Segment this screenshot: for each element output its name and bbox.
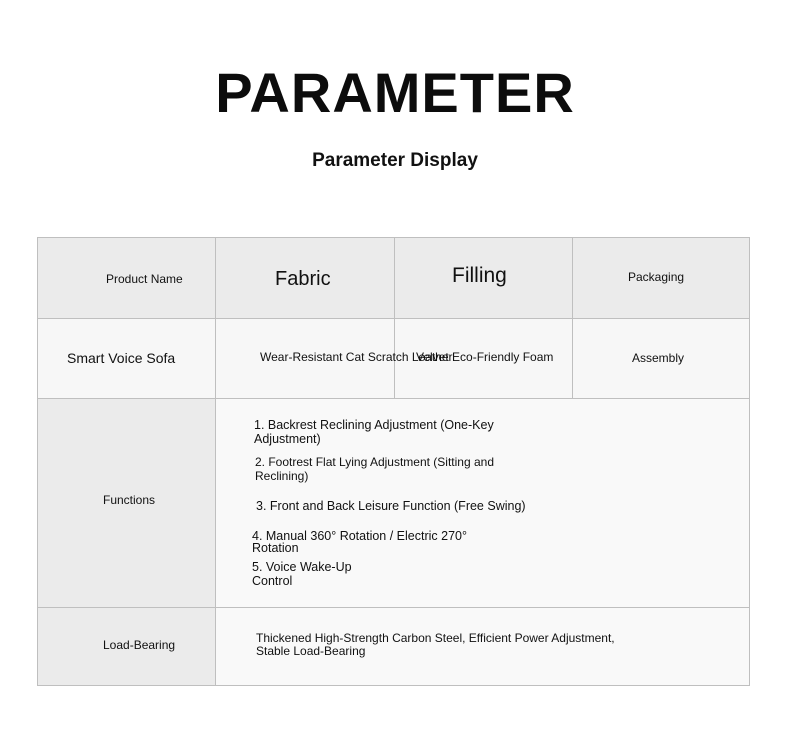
functions-label: Functions (103, 493, 156, 507)
parameter-table (37, 237, 750, 686)
header-filling: Filling (452, 264, 507, 287)
load-bearing-label: Load-Bearing (103, 638, 176, 652)
load-bearing-value: Thickened High-Strength Carbon Steel, Efficient Power Adjustment, Stable Load-Bearing (256, 631, 615, 658)
page-title: PARAMETER (215, 61, 575, 124)
header-product-name: Product Name (106, 272, 183, 286)
row-divider (38, 607, 749, 608)
filling-value: Velvet Eco-Friendly Foam (416, 350, 554, 364)
column-divider (572, 238, 573, 398)
row-divider (38, 398, 749, 399)
packaging-value: Assembly (632, 351, 685, 365)
function-item: 3. Front and Back Leisure Function (Free Swing) (256, 499, 526, 513)
page-subtitle: Parameter Display (312, 150, 478, 171)
column-divider (215, 238, 216, 685)
product-name-value: Smart Voice Sofa (67, 350, 176, 366)
function-item: 1. Backrest Reclining Adjustment (One-Key Adjustment) (254, 418, 494, 446)
header-packaging: Packaging (628, 270, 685, 284)
column-divider (394, 238, 395, 398)
fabric-value: Wear-Resistant Cat Scratch Leather (260, 350, 453, 364)
function-item: 5. Voice Wake-Up Control (252, 560, 352, 588)
function-item: 4. Manual 360° Rotation / Electric 270° Rotation (252, 529, 467, 555)
header-fabric: Fabric (275, 268, 331, 290)
function-item: 2. Footrest Flat Lying Adjustment (Sitting and Reclining) (255, 455, 495, 483)
